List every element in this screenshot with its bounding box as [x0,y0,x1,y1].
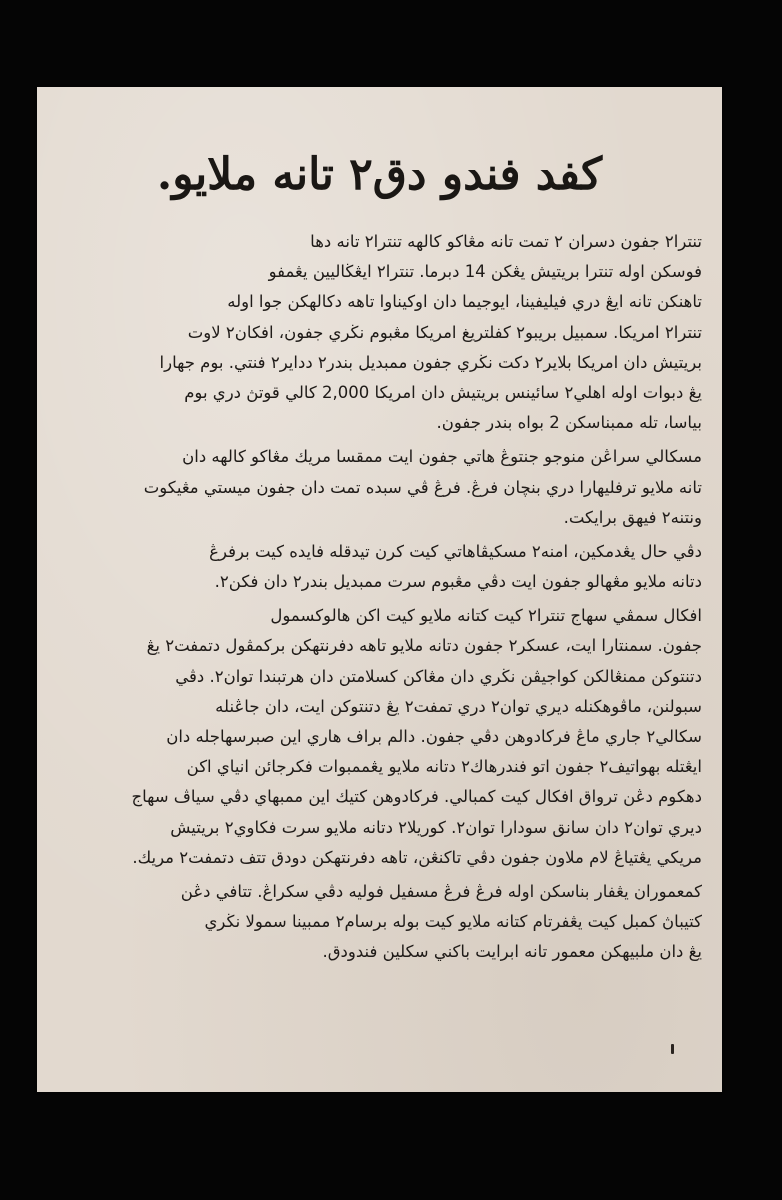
paragraph-1-line-1: تنترا٢ جفون دسران ٢ تمت تانه مڠاكو كالهه تنترا٢ تانه دها [310,232,702,251]
paragraph-4-line-3: دتنتوكن ممنڠالكن كواجيڤن نڬري دان مڠاكن كسلامتن دان هرتبندا توان٢. دڤي [175,666,702,686]
paragraph-5-line-1: كمعموران يڠفار بناسكن اوله فرڠ فرڠ مسفيل فوليه دڤي سكراڠ. تتافي دڠن [180,881,702,901]
paragraph-2-line-1: مسكالي سراڠن منوجو جنتوڠ هاتي جفون ايت ممقسا مريك مڠاكو كالهه دان [182,447,702,467]
paragraph-1-line-3: تاهنكن تانه ايڠ دري فيليفينا، ايوجيما دان اوكيناوا تاهه دكالهكن جوا اوله [227,292,702,312]
paragraph-4-line-7: دهكوم دڠن ترواق افكال كيت كمبالي. فركادوهن كتيك اين ممبهاي دڤي سياڤ سهاج [131,787,702,807]
paragraph-4-line-4: سبولنن، ماڤوهكنله ديري توان٢ دري تمفت٢ يڠ دتنتوكن ايت، دان جاڠنله [215,696,702,716]
ink-mark [671,1044,674,1054]
document-body [59,227,702,968]
paragraph-2-line-3: ونتنه٢ فيهق برايكت. [563,507,702,527]
document-page [37,87,722,1092]
paragraph-4-line-9: مريكي يڠتياڠ لام ملاون جفون دڤي تاكنڠن، تاهه دفرنتهكن دودق تتف دتمفت٢ مريك. [132,847,702,867]
paragraph-4-line-6: ايڠتله بهواتيف٢ جفون اتو فندرهاك٢ دتانه ملايو يڠممبوات فكرجائن انياي اكن [186,757,702,777]
paragraph-1-line-2: فوسكن اوله تنترا بريتيش يڠكن 14 دبرما. تنترا٢ ايڠڬاليين يڠمفو [268,262,702,282]
paragraph-4-line-1: افكال سمڤي سهاج تنترا٢ كيت كتانه ملايو كيت اكن هالوكسمول [270,606,702,626]
paragraph-4-line-5: سكالي٢ جاري ماڠ فركادوهن دڤي جفون. دالم براف هاري اين صبرسهاجله دان [166,727,702,746]
paragraph-5-line-2: كتيباڽ كمبل كيت يڠفرتام كتانه ملايو كيت بوله برسام٢ ممبينا سمولا نڬري [204,912,702,932]
paragraph-3-line-1: دڤي حال يڠدمكين، امنه٢ مسكيڤاهاتي كيت كرن تيدقله فايده كيت برفرڠ [209,541,702,561]
paragraph-2-line-2: تانه ملايو ترفليهارا دري بنچان فرڠ. فرڠ ڤي سبده تمت دان جفون ميستي مڠيكوت [143,477,702,497]
paragraph-1-line-7: بياسا، تله ممبناسكن 2 بواه بندر جفون. [436,413,702,433]
paragraph-1-line-6: يڠ دبوات اوله اهلي٢ سائينس بريتيش دان امريكا 2,000 كالي قوتڽ دري بوم [184,382,702,402]
page-title: كفد فندو دق٢ تانه ملايو. [156,149,603,200]
paragraph-1-line-5: بريتيش دان امريكا بلاير٢ دكت نڬري جفون ممبديل بندر٢ دداير٢ فنتي. بوم جهارا [159,352,702,372]
paragraph-3-line-2: دتانه ملايو مڠهالو جفون ايت دڤي مڠبوم سرت ممبديل بندر٢ دان فكن٢. [214,572,702,592]
paragraph-4-line-8: ديري توان٢ دان سانق سودارا توان٢. كوريلا٢ دتانه ملايو سرت فكاوي٢ بريتيش [170,817,702,837]
paragraph-4-line-2: جفون. سمنتارا ايت، عسكر٢ جفون دتانه ملايو تاهه دفرنتهكن بركمڤول دتمفت٢ يڠ [146,636,702,656]
paragraph-1-line-4: تنترا٢ امريكا. سمبيل بريبو٢ كفلتريغ امريكا مڠبوم نڬري جفون، افكان٢ لاوت [187,322,702,342]
paragraph-5-line-3: يڠ دان ملبيهكن معمور تانه ابرايت باكني سكلين فندودق. [322,942,702,962]
